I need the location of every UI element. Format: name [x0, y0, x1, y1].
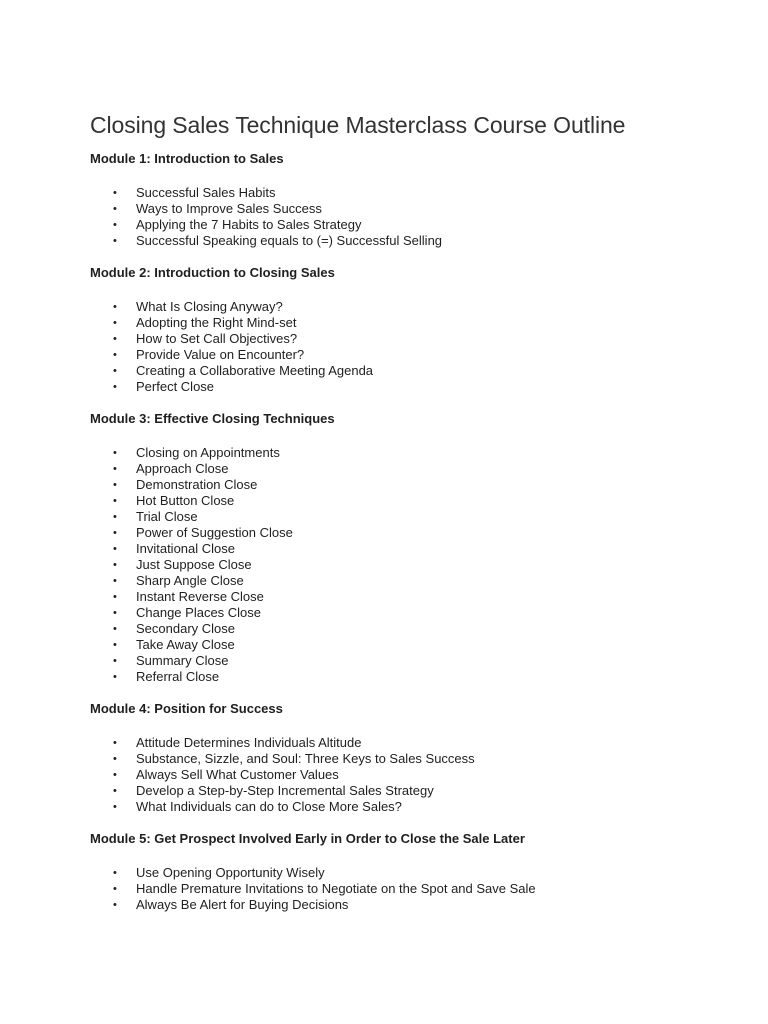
list-item	[90, 347, 728, 363]
list-item	[90, 767, 728, 783]
bullet-icon: •	[113, 527, 117, 539]
list-item	[90, 363, 728, 379]
list-item-text: Always Sell What Customer Values	[136, 767, 339, 782]
bullet-icon: •	[113, 187, 117, 199]
list-item-text: Handle Premature Invitations to Negotiate on the Spot and Save Sale	[136, 881, 536, 896]
bullet-icon: •	[113, 623, 117, 635]
list-item-text: Instant Reverse Close	[136, 589, 264, 604]
bullet-icon: •	[113, 349, 117, 361]
list-item	[90, 493, 728, 509]
module-heading: Module 4: Position for Success	[90, 701, 283, 716]
list-item	[90, 751, 728, 767]
bullet-icon: •	[113, 655, 117, 667]
list-item-text: Creating a Collaborative Meeting Agenda	[136, 363, 374, 378]
list-item	[90, 525, 728, 541]
bullet-icon: •	[113, 333, 117, 345]
list-item-text: Take Away Close	[136, 637, 235, 652]
list-item-text: Approach Close	[136, 461, 229, 476]
bullet-icon: •	[113, 463, 117, 475]
module-heading: Module 1: Introduction to Sales	[90, 151, 284, 166]
list-item-text: Trial Close	[136, 509, 198, 524]
bullet-icon: •	[113, 317, 117, 329]
list-item	[90, 653, 728, 669]
list-item	[90, 233, 728, 249]
list-item-text: Change Places Close	[136, 605, 262, 620]
list-item-text: Successful Sales Habits	[136, 185, 276, 200]
list-item-text: Applying the 7 Habits to Sales Strategy	[136, 217, 362, 232]
bullet-icon: •	[113, 607, 117, 619]
list-item-text: Just Suppose Close	[136, 557, 252, 572]
bullet-icon: •	[113, 801, 117, 813]
bullet-icon: •	[113, 899, 117, 911]
list-item	[90, 315, 728, 331]
list-item	[90, 897, 728, 913]
bullet-list	[90, 299, 728, 395]
list-item	[90, 783, 728, 799]
list-item-text: Invitational Close	[136, 541, 235, 556]
list-item	[90, 445, 728, 461]
list-item-text: Develop a Step-by-Step Incremental Sales Strategy	[136, 783, 434, 798]
list-item-text: Closing on Appointments	[136, 445, 280, 460]
bullet-icon: •	[113, 511, 117, 523]
list-item-text: Demonstration Close	[136, 477, 258, 492]
list-item	[90, 637, 728, 653]
list-item-text: Sharp Angle Close	[136, 573, 244, 588]
bullet-icon: •	[113, 301, 117, 313]
list-item	[90, 573, 728, 589]
bullet-list	[90, 865, 728, 913]
list-item	[90, 865, 728, 881]
list-item-text: Secondary Close	[136, 621, 235, 636]
list-item	[90, 201, 728, 217]
bullet-icon: •	[113, 737, 117, 749]
module-section	[90, 701, 728, 815]
bullet-icon: •	[113, 591, 117, 603]
list-item-text: What Individuals can do to Close More Sales?	[136, 799, 402, 814]
list-item-text: How to Set Call Objectives?	[136, 331, 298, 346]
list-item	[90, 621, 728, 637]
bullet-icon: •	[113, 447, 117, 459]
bullet-icon: •	[113, 671, 117, 683]
list-item	[90, 217, 728, 233]
bullet-icon: •	[113, 479, 117, 491]
bullet-icon: •	[113, 753, 117, 765]
list-item-text: Always Be Alert for Buying Decisions	[136, 897, 349, 912]
list-item-text: Adopting the Right Mind-set	[136, 315, 297, 330]
module-section	[90, 265, 728, 395]
bullet-icon: •	[113, 543, 117, 555]
bullet-icon: •	[113, 769, 117, 781]
modules-container	[90, 151, 728, 913]
bullet-icon: •	[113, 235, 117, 247]
bullet-icon: •	[113, 867, 117, 879]
document-title: Closing Sales Technique Masterclass Course Outline	[90, 112, 626, 138]
bullet-icon: •	[113, 203, 117, 215]
list-item	[90, 799, 728, 815]
list-item	[90, 185, 728, 201]
list-item-text: What Is Closing Anyway?	[136, 299, 283, 314]
module-section	[90, 831, 728, 913]
list-item	[90, 477, 728, 493]
list-item	[90, 461, 728, 477]
module-heading: Module 3: Effective Closing Techniques	[90, 411, 335, 426]
bullet-icon: •	[113, 883, 117, 895]
bullet-icon: •	[113, 575, 117, 587]
bullet-icon: •	[113, 639, 117, 651]
bullet-list	[90, 735, 728, 815]
list-item-text: Referral Close	[136, 669, 220, 684]
bullet-icon: •	[113, 495, 117, 507]
list-item-text: Perfect Close	[136, 379, 215, 394]
list-item-text: Provide Value on Encounter?	[136, 347, 305, 362]
list-item	[90, 299, 728, 315]
list-item-text: Power of Suggestion Close	[136, 525, 293, 540]
module-heading: Module 5: Get Prospect Involved Early in Order to Close the Sale Later	[90, 831, 525, 846]
list-item	[90, 605, 728, 621]
list-item	[90, 589, 728, 605]
bullet-list	[90, 445, 728, 685]
module-section	[90, 151, 728, 249]
list-item	[90, 669, 728, 685]
list-item-text: Attitude Determines Individuals Altitude	[136, 735, 362, 750]
list-item	[90, 557, 728, 573]
list-item-text: Ways to Improve Sales Success	[136, 201, 322, 216]
list-item-text: Successful Speaking equals to (=) Successful Selling	[136, 233, 443, 248]
list-item-text: Hot Button Close	[136, 493, 235, 508]
bullet-icon: •	[113, 219, 117, 231]
list-item	[90, 735, 728, 751]
bullet-list	[90, 185, 728, 249]
module-section	[90, 411, 728, 685]
list-item-text: Use Opening Opportunity Wisely	[136, 865, 325, 880]
list-item-text: Summary Close	[136, 653, 229, 668]
list-item	[90, 379, 728, 395]
list-item	[90, 509, 728, 525]
list-item	[90, 331, 728, 347]
list-item	[90, 541, 728, 557]
bullet-icon: •	[113, 785, 117, 797]
bullet-icon: •	[113, 559, 117, 571]
list-item	[90, 881, 728, 897]
list-item-text: Substance, Sizzle, and Soul: Three Keys to Sales Success	[136, 751, 475, 766]
module-heading: Module 2: Introduction to Closing Sales	[90, 265, 335, 280]
bullet-icon: •	[113, 381, 117, 393]
bullet-icon: •	[113, 365, 117, 377]
